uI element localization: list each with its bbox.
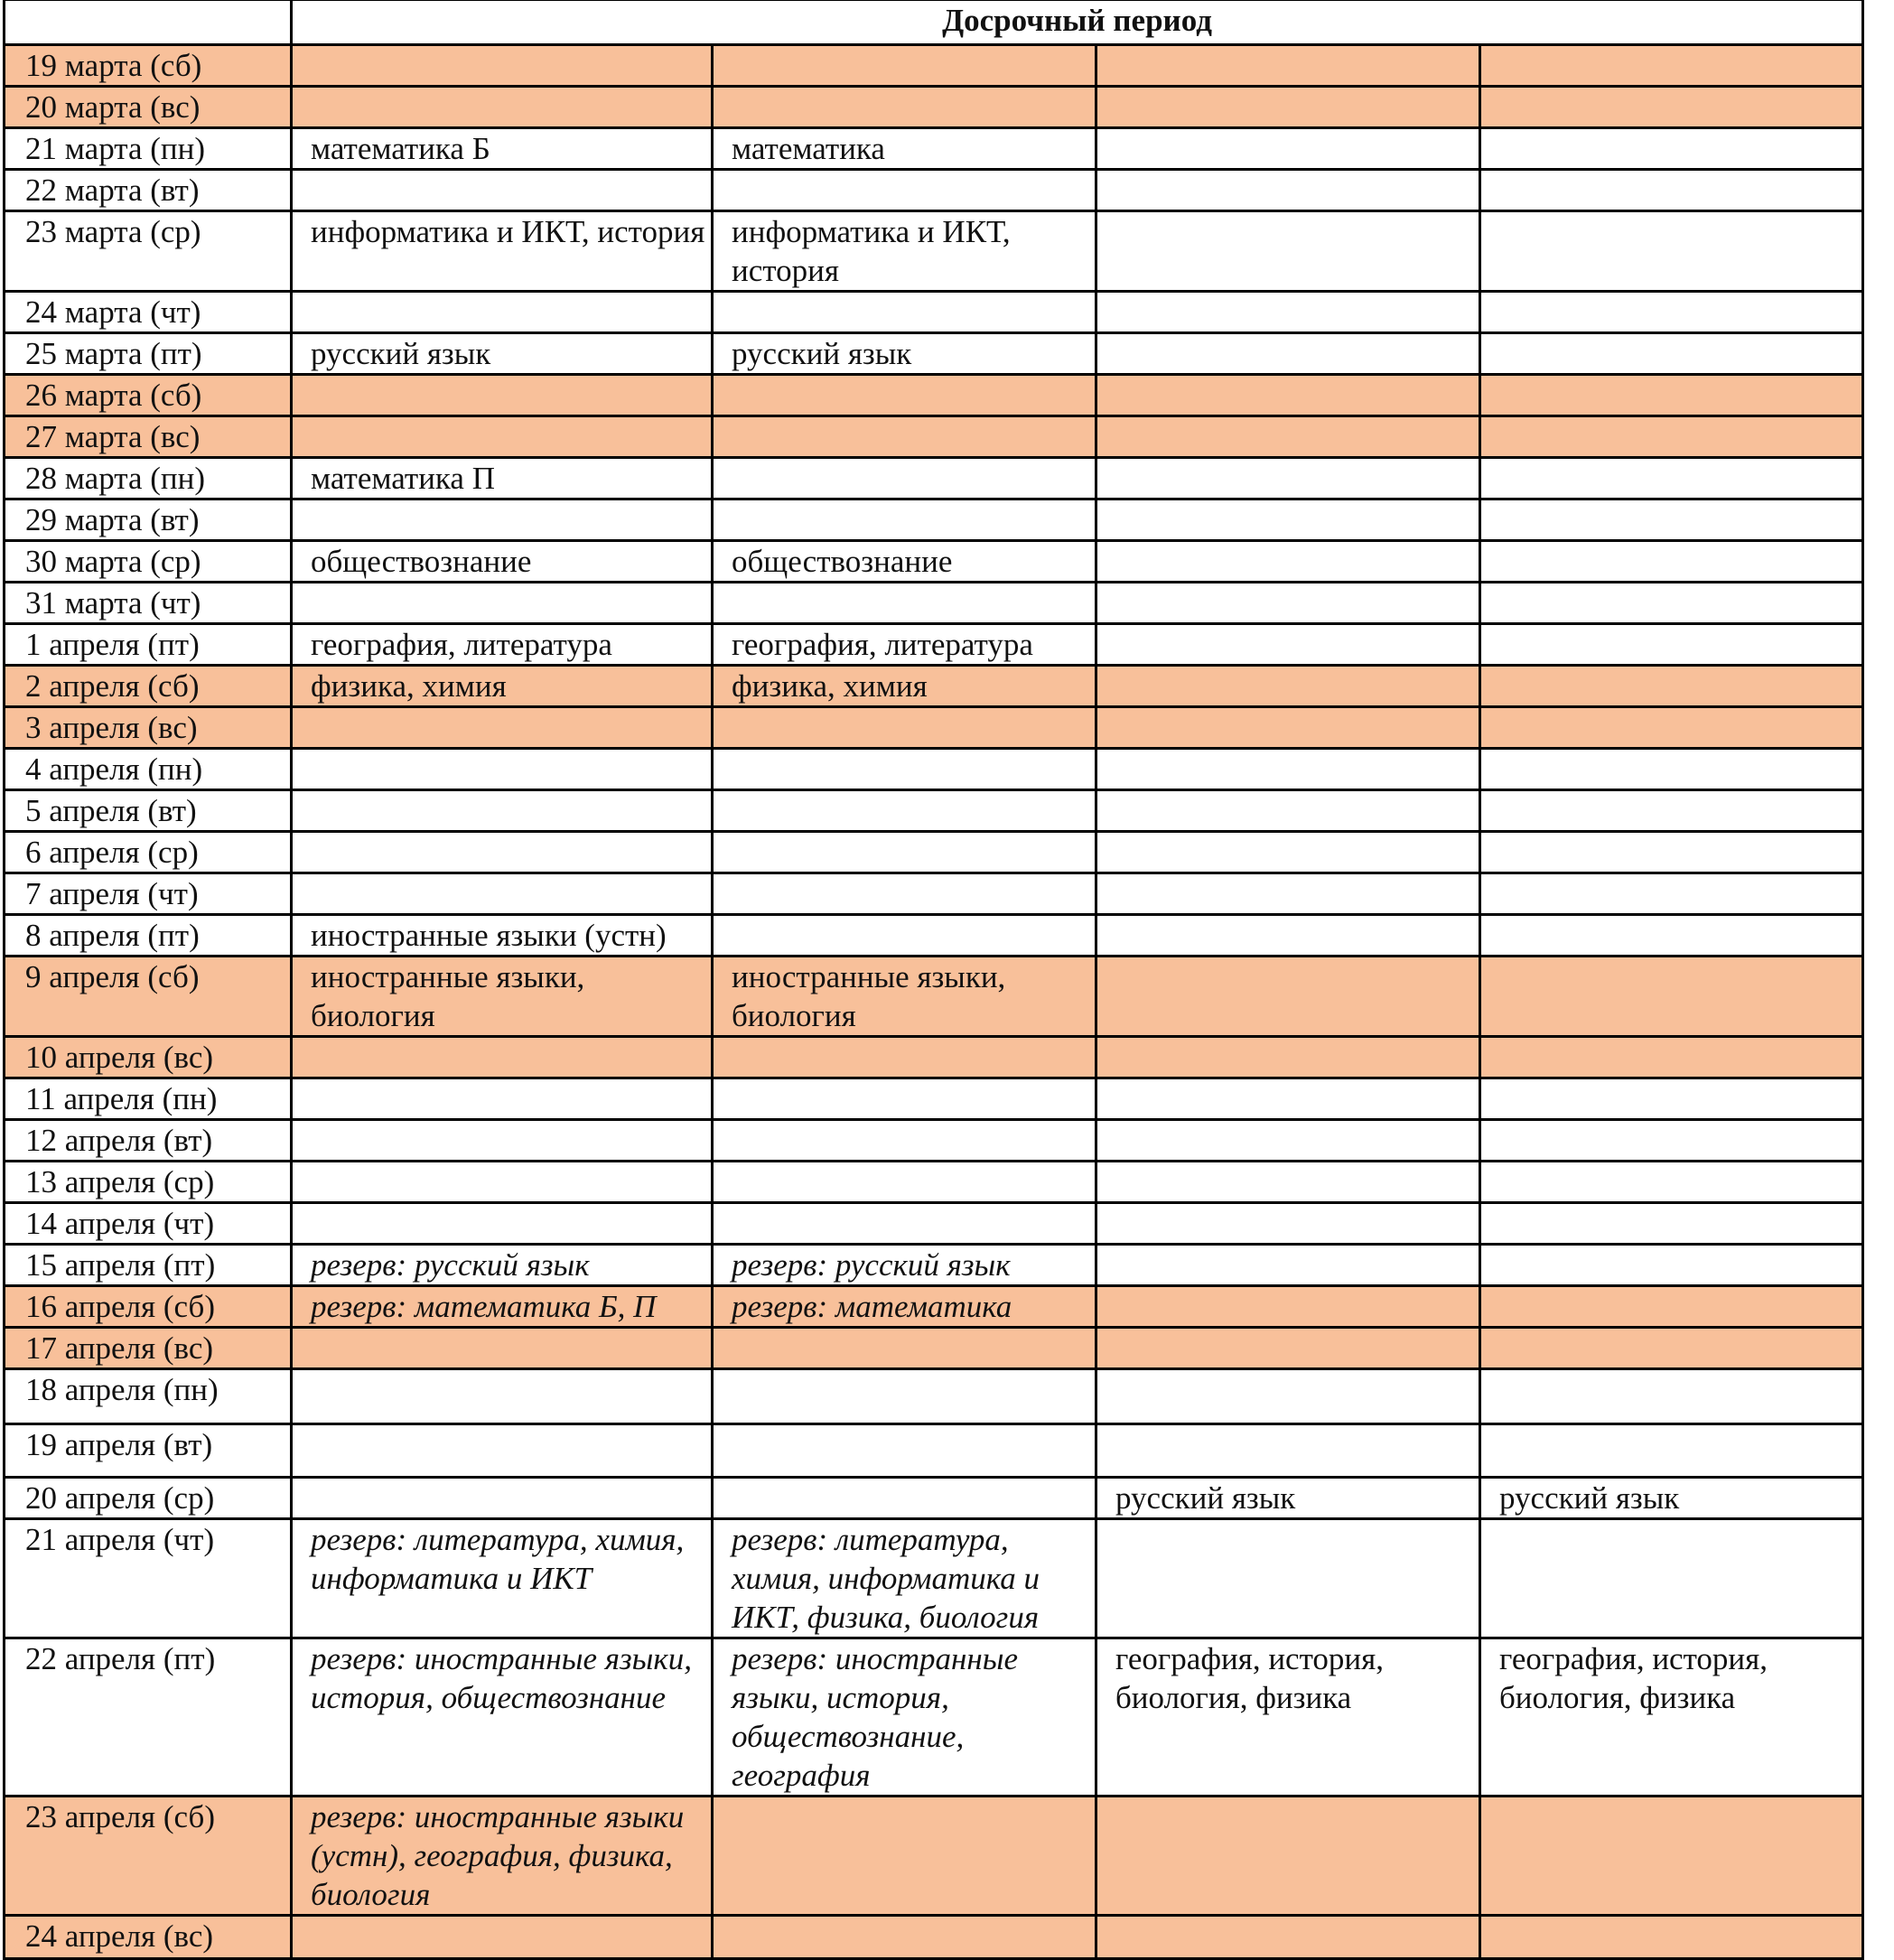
table-row (5, 499, 1863, 541)
exam-cell (1096, 1424, 1480, 1478)
table-row (5, 790, 1863, 832)
exam-cell (1480, 1916, 1863, 1959)
exam-cell (292, 583, 713, 624)
exam-cell (292, 1478, 713, 1519)
exam-cell (713, 749, 1096, 790)
exam-cell (1096, 1519, 1480, 1638)
exam-cell (1096, 211, 1480, 292)
exam-cell (1480, 45, 1863, 87)
exam-cell (1096, 873, 1480, 915)
table-row (5, 1245, 1863, 1286)
exam-cell (1096, 1078, 1480, 1120)
exam-cell (1096, 915, 1480, 957)
exam-cell (292, 873, 713, 915)
exam-cell (1096, 832, 1480, 873)
date-cell: 7 апреля (чт) (5, 873, 292, 915)
exam-cell (1096, 128, 1480, 170)
exam-cell (1096, 45, 1480, 87)
exam-cell: резерв: иностранные языки, история, обществознание (292, 1638, 713, 1797)
exam-cell (1480, 1245, 1863, 1286)
exam-cell (713, 1424, 1096, 1478)
exam-cell (1480, 128, 1863, 170)
exam-cell (1096, 1037, 1480, 1078)
date-cell: 14 апреля (чт) (5, 1203, 292, 1245)
date-cell: 2 апреля (сб) (5, 666, 292, 707)
date-cell: 29 марта (вт) (5, 499, 292, 541)
date-cell: 10 апреля (вс) (5, 1037, 292, 1078)
exam-cell (1480, 624, 1863, 666)
exam-cell (713, 87, 1096, 128)
exam-cell (1096, 416, 1480, 458)
exam-cell: резерв: математика (713, 1286, 1096, 1328)
table-row (5, 45, 1863, 87)
table-row (5, 170, 1863, 211)
table-row (5, 211, 1863, 292)
exam-cell (1096, 707, 1480, 749)
exam-cell (713, 1369, 1096, 1424)
exam-cell: резерв: литература, химия, информатика и ИКТ (292, 1519, 713, 1638)
exam-cell (713, 1078, 1096, 1120)
exam-cell (713, 707, 1096, 749)
exam-cell (1096, 333, 1480, 375)
exam-cell: математика Б (292, 128, 713, 170)
exam-cell (292, 749, 713, 790)
exam-cell (1096, 1369, 1480, 1424)
exam-cell (1096, 1286, 1480, 1328)
date-cell: 24 апреля (вс) (5, 1916, 292, 1959)
date-cell: 23 марта (ср) (5, 211, 292, 292)
exam-cell (713, 583, 1096, 624)
exam-cell: география, литература (713, 624, 1096, 666)
exam-cell: информатика и ИКТ, история (713, 211, 1096, 292)
exam-cell: резерв: иностранные языки, история, обществознание, география (713, 1638, 1096, 1797)
exam-cell (713, 1478, 1096, 1519)
exam-cell (1096, 1328, 1480, 1369)
exam-cell (1096, 624, 1480, 666)
header-empty-cell (5, 0, 292, 45)
exam-cell (1096, 541, 1480, 583)
date-cell: 5 апреля (вт) (5, 790, 292, 832)
table-row (5, 1424, 1863, 1478)
date-cell: 23 апреля (сб) (5, 1797, 292, 1916)
date-cell: 4 апреля (пн) (5, 749, 292, 790)
exam-cell (292, 45, 713, 87)
table-row (5, 873, 1863, 915)
date-cell: 16 апреля (сб) (5, 1286, 292, 1328)
exam-cell (713, 1120, 1096, 1162)
date-cell: 19 марта (сб) (5, 45, 292, 87)
exam-cell (1096, 1245, 1480, 1286)
exam-cell: география, история, биология, физика (1480, 1638, 1863, 1797)
date-cell: 20 апреля (ср) (5, 1478, 292, 1519)
exam-cell (713, 873, 1096, 915)
exam-cell: иностранные языки (устн) (292, 915, 713, 957)
exam-cell (1480, 499, 1863, 541)
exam-cell (292, 1328, 713, 1369)
exam-cell (292, 832, 713, 873)
exam-cell (1480, 292, 1863, 333)
date-cell: 20 марта (вс) (5, 87, 292, 128)
exam-cell (1480, 416, 1863, 458)
exam-cell (292, 1203, 713, 1245)
table-row (5, 915, 1863, 957)
exam-cell (292, 1369, 713, 1424)
exam-cell (292, 87, 713, 128)
exam-cell (1096, 170, 1480, 211)
table-row (5, 749, 1863, 790)
exam-cell (1480, 87, 1863, 128)
exam-cell (1480, 915, 1863, 957)
date-cell: 28 марта (пн) (5, 458, 292, 499)
exam-cell (1096, 1916, 1480, 1959)
exam-cell (713, 790, 1096, 832)
exam-cell (1480, 333, 1863, 375)
date-cell: 12 апреля (вт) (5, 1120, 292, 1162)
exam-cell (1480, 1328, 1863, 1369)
table-row (5, 1328, 1863, 1369)
exam-cell (1096, 1797, 1480, 1916)
table-row (5, 333, 1863, 375)
exam-cell (292, 416, 713, 458)
date-cell: 24 марта (чт) (5, 292, 292, 333)
exam-cell (1480, 1424, 1863, 1478)
exam-cell (292, 1162, 713, 1203)
date-cell: 31 марта (чт) (5, 583, 292, 624)
exam-cell (1480, 170, 1863, 211)
date-cell: 11 апреля (пн) (5, 1078, 292, 1120)
exam-cell (1480, 1286, 1863, 1328)
table-row (5, 416, 1863, 458)
exam-cell: русский язык (713, 333, 1096, 375)
date-cell: 17 апреля (вс) (5, 1328, 292, 1369)
exam-cell (292, 1916, 713, 1959)
exam-cell (713, 1203, 1096, 1245)
exam-cell: русский язык (1096, 1478, 1480, 1519)
exam-cell (713, 170, 1096, 211)
table-row (5, 1120, 1863, 1162)
exam-cell (1096, 583, 1480, 624)
date-cell: 22 апреля (пт) (5, 1638, 292, 1797)
table-row (5, 375, 1863, 416)
exam-cell: география, история, биология, физика (1096, 1638, 1480, 1797)
exam-cell (1480, 957, 1863, 1037)
table-row (5, 1162, 1863, 1203)
exam-cell (292, 292, 713, 333)
exam-cell (713, 915, 1096, 957)
table-row (5, 1916, 1863, 1959)
exam-cell (1480, 1797, 1863, 1916)
date-cell: 8 апреля (пт) (5, 915, 292, 957)
exam-cell: информатика и ИКТ, история (292, 211, 713, 292)
date-cell: 13 апреля (ср) (5, 1162, 292, 1203)
date-cell: 25 марта (пт) (5, 333, 292, 375)
exam-cell (292, 1037, 713, 1078)
exam-cell (1096, 790, 1480, 832)
exam-cell (1480, 1519, 1863, 1638)
table-row (5, 583, 1863, 624)
table-row (5, 832, 1863, 873)
table-row (5, 1519, 1863, 1638)
date-cell: 30 марта (ср) (5, 541, 292, 583)
exam-cell (713, 375, 1096, 416)
exam-cell (1096, 87, 1480, 128)
exam-cell (1480, 1078, 1863, 1120)
exam-cell: география, литература (292, 624, 713, 666)
table-row (5, 666, 1863, 707)
exam-cell: резерв: математика Б, П (292, 1286, 713, 1328)
exam-cell (1480, 1037, 1863, 1078)
date-cell: 15 апреля (пт) (5, 1245, 292, 1286)
exam-cell (713, 458, 1096, 499)
exam-cell (713, 1916, 1096, 1959)
table-row (5, 1638, 1863, 1797)
date-cell: 18 апреля (пн) (5, 1369, 292, 1424)
exam-cell (713, 416, 1096, 458)
table-row (5, 1203, 1863, 1245)
exam-cell: русский язык (292, 333, 713, 375)
table-row (5, 1037, 1863, 1078)
exam-cell (292, 790, 713, 832)
exam-cell (292, 375, 713, 416)
date-cell: 3 апреля (вс) (5, 707, 292, 749)
exam-cell (1480, 749, 1863, 790)
exam-cell (1096, 1203, 1480, 1245)
exam-cell (1096, 957, 1480, 1037)
exam-cell (1096, 1162, 1480, 1203)
exam-cell (1480, 832, 1863, 873)
exam-cell (1480, 375, 1863, 416)
exam-cell (292, 170, 713, 211)
table-row (5, 1797, 1863, 1916)
exam-cell (1480, 1120, 1863, 1162)
exam-cell (713, 45, 1096, 87)
exam-cell: резерв: русский язык (713, 1245, 1096, 1286)
exam-cell (1480, 1203, 1863, 1245)
exam-cell (1480, 583, 1863, 624)
exam-cell (1480, 790, 1863, 832)
exam-cell (1480, 211, 1863, 292)
exam-cell (1480, 1369, 1863, 1424)
exam-cell: иностранные языки, биология (713, 957, 1096, 1037)
date-cell: 6 апреля (ср) (5, 832, 292, 873)
exam-cell (1096, 499, 1480, 541)
exam-cell: обществознание (713, 541, 1096, 583)
date-cell: 21 марта (пн) (5, 128, 292, 170)
date-cell: 27 марта (вс) (5, 416, 292, 458)
exam-cell (713, 1328, 1096, 1369)
header-row (5, 0, 1863, 45)
exam-cell (1096, 292, 1480, 333)
table-row (5, 1078, 1863, 1120)
exam-cell (1096, 1120, 1480, 1162)
exam-cell: физика, химия (713, 666, 1096, 707)
table-row (5, 1478, 1863, 1519)
exam-cell (1480, 873, 1863, 915)
exam-cell (292, 499, 713, 541)
exam-cell (292, 1078, 713, 1120)
exam-cell (713, 499, 1096, 541)
table-row (5, 541, 1863, 583)
exam-cell (292, 707, 713, 749)
table-row (5, 292, 1863, 333)
exam-cell: физика, химия (292, 666, 713, 707)
exam-cell (713, 832, 1096, 873)
date-cell: 1 апреля (пт) (5, 624, 292, 666)
date-cell: 21 апреля (чт) (5, 1519, 292, 1638)
exam-cell (713, 1162, 1096, 1203)
table-row (5, 128, 1863, 170)
exam-cell (713, 1797, 1096, 1916)
date-cell: 22 марта (вт) (5, 170, 292, 211)
exam-cell: резерв: иностранные языки (устн), география, физика, биология (292, 1797, 713, 1916)
table-row (5, 1286, 1863, 1328)
exam-cell: математика (713, 128, 1096, 170)
date-cell: 9 апреля (сб) (5, 957, 292, 1037)
exam-cell (1096, 375, 1480, 416)
table-row (5, 458, 1863, 499)
exam-cell (1480, 1162, 1863, 1203)
exam-cell (1480, 707, 1863, 749)
exam-cell (1096, 666, 1480, 707)
exam-cell: резерв: русский язык (292, 1245, 713, 1286)
exam-schedule-table (3, 0, 1864, 1960)
exam-cell: русский язык (1480, 1478, 1863, 1519)
date-cell: 26 марта (сб) (5, 375, 292, 416)
exam-cell (1096, 458, 1480, 499)
table-row (5, 707, 1863, 749)
date-cell: 19 апреля (вт) (5, 1424, 292, 1478)
exam-cell (1480, 458, 1863, 499)
exam-cell (713, 292, 1096, 333)
table-row (5, 87, 1863, 128)
exam-cell (292, 1120, 713, 1162)
exam-cell: обществознание (292, 541, 713, 583)
exam-cell (1480, 541, 1863, 583)
table-row (5, 957, 1863, 1037)
exam-cell (1096, 749, 1480, 790)
exam-cell (713, 1037, 1096, 1078)
exam-cell (292, 1424, 713, 1478)
table-row (5, 1369, 1863, 1424)
exam-cell: резерв: литература, химия, информатика и ИКТ, физика, биология (713, 1519, 1096, 1638)
exam-cell: математика П (292, 458, 713, 499)
exam-cell: иностранные языки, биология (292, 957, 713, 1037)
table-row (5, 624, 1863, 666)
period-title: Досрочный период (292, 0, 1863, 45)
exam-cell (1480, 666, 1863, 707)
